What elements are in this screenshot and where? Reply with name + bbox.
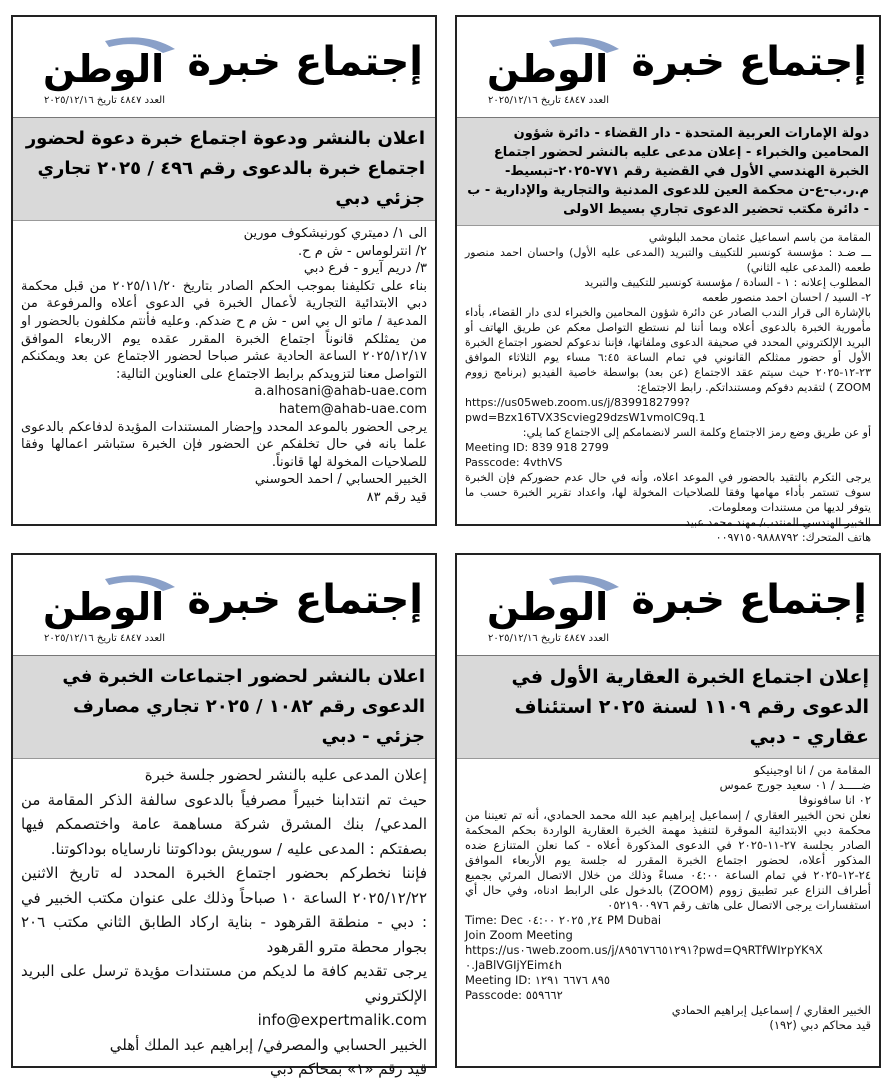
zoom-link[interactable]: https://us05web.zoom.us/j/8399182799?pwd=Bzx16TVX3Scvieg29dzsW1vmolC9q.1 xyxy=(465,396,706,424)
masthead-title: إجتماع خبرة xyxy=(631,577,867,623)
recipient-1: المطلوب إعلانه : ١ - السادة / مؤسسة كونسير للتكييف والتبريد xyxy=(584,276,871,289)
zoom-link[interactable]: https://us٠٦web.zoom.us/j/٨٩٥٦٧٦٦٥١٢٩١?pwd=Q٩RTfWI٢pYK٩X ٠.JaBlVGIjYEim٤h xyxy=(465,943,823,972)
masthead xyxy=(457,17,879,118)
signature: الخبير الحسابي / احمد الحوسني xyxy=(254,472,427,488)
notice-headline: إعلان اجتماع الخبرة العقارية الأول في الدعوى رقم ١١٠٩ لسنة ٢٠٢٥ استئناف عقاري - دبي xyxy=(457,656,879,759)
notice-commercial-496 xyxy=(11,15,437,526)
link-note: أو عن طريق وضع رمز الاجتماع وكلمة السر لانضمامكم إلى الاجتماع كما يلي: xyxy=(522,426,871,439)
alwatan-logo: الوطن xyxy=(43,585,165,629)
registration-number: قيد رقم «١» بمحاكم دبي xyxy=(269,1060,427,1078)
notice-headline: اعلان بالنشر لحضور اجتماعات الخبرة في الدعوى رقم ١٠٨٢ / ٢٠٢٥ تجاري مصارف جزئي - دبي xyxy=(13,656,435,759)
email-2[interactable]: hatem@ahab-uae.com xyxy=(278,401,427,417)
defendant-2: ٠٢ انا سافونوفا xyxy=(798,793,871,807)
notice-text: بناء على تكليفنا بموجب الحكم الصادر بتاريخ ٢٠٢٥/١١/٢٠ من قبل محكمة دبي الابتدائية التجارية لأعمال الخبرة في الدعوى أعلاه والمرفوعة من المدعية / ماتو ال بي اس - ش م ح ضدكم. وعليه فأنتم مكلفون بالحضور او من يمثلكم قانوناً اجتماع الخبرة المقرر عقده يوم الاربعاء الموافق ٢٠٢٥/١٢/١٧ الساعة الحادية عشر صباحا لحضور الاجتماع عن بعد ويمكنكم التواصل معنا لتزويدكم برابط الاجتماع على العناوين التالية: xyxy=(21,278,428,382)
meeting-time: Time: Dec ٢٤, ٢٠٢٥ ٠٤:٠٠ PM Dubai xyxy=(465,913,662,927)
alwatan-logo: الوطن xyxy=(487,47,609,91)
masthead xyxy=(457,555,879,656)
notice-body xyxy=(457,226,879,549)
masthead xyxy=(13,17,435,118)
notice-body xyxy=(13,221,435,511)
meeting-details: فإننا نخطركم بحضور اجتماع الخبرة المحدد له تاريخ الاثنين ٢٠٢٥/١٢/٢٢ الساعة ١٠ صباحاً وذلك على عنوان مكتب الخبير في : دبي - منطقة القرهود - بناية اركاد الطابق الثاني مكتب ٢٠٦ بجوار محطة مترو القرهود xyxy=(21,864,427,956)
passcode: Passcode: ٥٥٩٦٦٢ xyxy=(465,988,563,1002)
recipient-2: ٢/ انترلوماس - ش م ح. xyxy=(298,243,427,259)
registration-number: قيد رقم ٨٣ xyxy=(366,489,427,505)
closing-text: يرجى الحضور بالموعد المحدد وإحضار المستندات المؤيدة لدفاعكم بالدعوى علما بانه في حال تخلفكم عن الحضور فإن الخبرة ستباشر اعمالها وفقا للصلاحيات المخولة لها قانوناً. xyxy=(21,419,427,470)
claimant: المقامة من / انا اوجينيكو xyxy=(754,763,871,777)
email[interactable]: info@expertmalik.com xyxy=(257,1011,427,1029)
signature: الخبير العقاري / إسماعيل إبراهيم الحمادي xyxy=(671,1003,871,1017)
defendants: ـــ ضـد : مؤسسة كونسير للتكييف والتبريد (المدعى عليه الأول) واحسان احمد منصور طعمه (المدعى عليه الثاني) xyxy=(465,246,871,274)
signature: الخبير الحسابي والمصرفي/ إبراهيم عبد الملك أهلي xyxy=(109,1035,427,1054)
claimant: المقامة من باسم اسماعيل عثمان محمد البلوشي xyxy=(648,231,871,244)
recipient-3: ٣/ دريم آيرو - فرع دبي xyxy=(303,261,427,277)
notice-banking-1082 xyxy=(11,553,437,1078)
meeting-id: Meeting ID: 839 918 2799 xyxy=(465,441,609,454)
documents-request: يرجى تقديم كافة ما لديكم من مستندات مؤيدة ترسل على البريد الإلكتروني xyxy=(21,962,427,1005)
signature: الخبير الهندسي المنتدب/ مهند محمد عبيد xyxy=(684,516,871,529)
masthead-title: إجتماع خبرة xyxy=(631,39,867,85)
closing-text: يرجى التكرم بالتقيد بالحضور في الموعد اعلاه، وأنه في حال عدم حضوركم فإن الخبرة سوف تستمر بأداء مهامها وفقا للصلاحيات المخولة لها، واعداد تقرير الخبرة حسب ما يتوفر لديها من مستندات ومعلومات. xyxy=(465,471,871,514)
notice-text: حيث تم انتدابنا خبيراً مصرفياً بالدعوى سالفة الذكر المقامة من المدعي/ بنك المشرق شركة مساهمة عامة واختصمكم فيها بصفتكم : المدعى عليه / سوريش بوداكوتنا نارساياه بوداكوتنا. xyxy=(21,790,427,858)
notice-headline: اعلان بالنشر ودعوة اجتماع خبرة دعوة لحضور اجتماع خبرة بالدعوى رقم ٤٩٦ / ٢٠٢٥ تجاري جزئي دبي xyxy=(13,118,435,221)
notice-body xyxy=(457,759,879,1037)
masthead-title: إجتماع خبرة xyxy=(187,577,423,623)
issue-date: العدد ٤٨٤٧ تاريخ ٢٠٢٥/١٢/١٦ xyxy=(44,95,165,106)
notice-zoom-engineering xyxy=(455,15,881,544)
masthead-title: إجتماع خبرة xyxy=(187,39,423,85)
notice-text: بالإشارة الى قرار الندب الصادر عن دائرة شؤون المحامين والخبراء لدى دار القضاء، بأداء مأمورية الخبرة بالدعوى أعلاه وبما أننا لم نستطع التواصل معكم عن طريق الهاتف أو البريد الإلكتروني المحدد في صحيفة الدعوى وملفاتها، فإننا ندعوكم لحضور اجتماع الخبرة الأول أو حضور ممثلكم القانوني في تمام الساعة ٦:٤٥ مساء يوم الثلاثاء الموافق ٢٣-١٢-٢٠٢٥ حيث سيتم عقد الاجتماع (عن بعد) بواسطة خاصية الفيديو (برنامج زووم ZOOM ) لتقديم دفوكم ومستنداتكم. رابط الاجتماع: xyxy=(465,306,871,394)
issue-date: العدد ٤٨٤٧ تاريخ ٢٠٢٥/١٢/١٦ xyxy=(488,633,609,644)
defendant-1: ضـــــد / ٠١ سعيد جورج عموس xyxy=(719,778,871,792)
notice-real-estate-1109 xyxy=(455,553,881,1068)
issue-date: العدد ٤٨٤٧ تاريخ ٢٠٢٥/١٢/١٦ xyxy=(488,95,609,106)
notice-text: نعلن نحن الخبير العقاري / إسماعيل إبراهيم عبد الله محمد الحمادي، أنه تم تعيننا من محكمة دبي الابتدائية الموقرة لتنفيذ مهمة الخبرة العقارية الواردة بحكم المحكمة الصادر بجلسة ٢٧-١١-٢٠٢٥ في الدعوى المذكورة أعلاه - كما نعلن المتنازع ضده المذكور أعلاه، لحضور اجتماع الخبرة المقرر له جلسة يوم الأربعاء الموافق ٢٤-١٢-٢٠٢٥ في تمام الساعة ٠٤:٠٠ مساءً وذلك من خلال الاتصال المرئي بجميع أطراف النزاع عبر تطبيق زووم (ZOOM) بالدخول على الرابط ادناه، وفي حال أي استفسارات يرجى الاتصال على هاتف رقم ٠٥٢١٩٠٠٩٧٦ xyxy=(465,808,871,912)
meeting-id: Meeting ID: ٨٩٥ ٦٦٧٦ ١٢٩١ xyxy=(465,973,611,987)
alwatan-logo: الوطن xyxy=(487,585,609,629)
recipient-2: ٢- السيد / احسان احمد منصور طعمه xyxy=(701,291,871,304)
issue-date: العدد ٤٨٤٧ تاريخ ٢٠٢٥/١٢/١٦ xyxy=(44,633,165,644)
notice-body xyxy=(13,759,435,1086)
masthead xyxy=(13,555,435,656)
phone-number: هاتف المتحرك: ٠٠٩٧١٥٠٩٨٨٨٧٩٢ xyxy=(715,531,871,544)
notice-intro: إعلان المدعى عليه بالنشر لحضور جلسة خبرة xyxy=(144,766,427,784)
join-zoom-label: Join Zoom Meeting xyxy=(465,928,573,942)
registration-number: قيد محاكم دبي (١٩٢) xyxy=(769,1018,871,1032)
alwatan-logo: الوطن xyxy=(43,47,165,91)
email-1[interactable]: a.alhosani@ahab-uae.com xyxy=(254,384,427,400)
passcode: Passcode: 4vthVS xyxy=(465,456,563,469)
notice-headline: دولة الإمارات العربية المتحدة - دار القضاء - دائرة شؤون المحامين والخبراء - إعلان مدعى عليه بالنشر لحضور اجتماع الخبرة الهندسي الأول في القضية رقم ٧٧١-٢٠٢٥-تبسيط-م.ر.ب-ع-ن محكمة العين للدعوى المدنية والتجارية والإدارية - ب - دائرة مكتب تحضير الدعوى تجاري بسيط الاولى xyxy=(457,118,879,226)
recipient-1: الى ١/ دميتري كورنيشكوف مورين xyxy=(243,226,427,241)
